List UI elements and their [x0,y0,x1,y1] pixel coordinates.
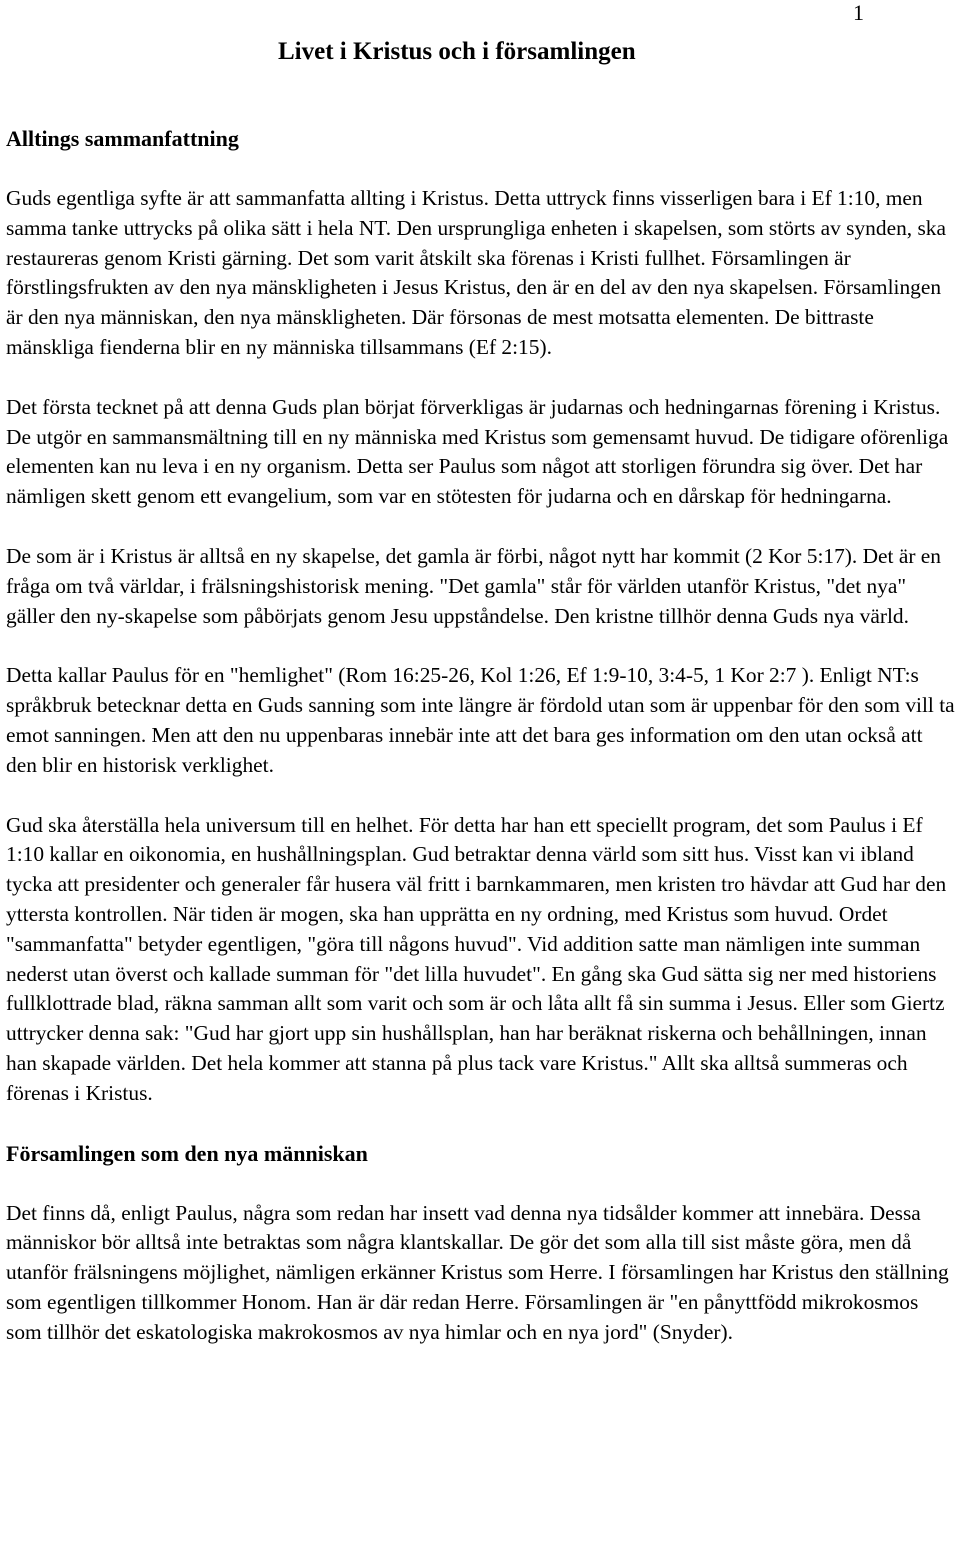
page-number: 1 [853,0,864,25]
paragraph: Det finns då, enligt Paulus, några som redan har insett vad denna nya tidsålder kommer att innebära. Dessa människor bör alltså inte betraktas som några klantskallar. De gör det som alla till sist måste göra, men då utanför frälsningens möjlighet, nämligen erkänner Kristus som Herre. I församlingen har Kristus den ställning som egentligen tillkommer Honom. Han är där redan Herre. Församlingen är "en pånyttfödd mikrokosmos som tillhör det eskatologiska makrokosmos av nya himlar och en nya jord" (Snyder). [6,1200,949,1344]
paragraph: Det första tecknet på att denna Guds plan börjat förverkligas är judarnas och hedningarnas förening i Kristus. De utgör en sammansmältning till en ny människa med Kristus som gemensamt huvud. De tidigare oförenliga elementen kan nu leva i en ny organism. Detta ser Paulus som något att storligen förundra sig över. Det har nämligen skett genom ett evangelium, som var en stötesten för judarna och en dårskap för hedningarna. [6,394,949,509]
document-title: Livet i Kristus och i församlingen [278,38,636,65]
paragraph: De som är i Kristus är alltså en ny skapelse, det gamla är förbi, något nytt har kommit (2 Kor 5:17). Det är en fråga om två världar, i frälsningshistorisk mening. "Det gamla" står för världen utanför Kristus, "det nya" gäller den ny-skapelse som påbörjats genom Jesu uppståndelse. Den kristne tillhör denna Guds nya värld. [6,543,941,628]
paragraph: Detta kallar Paulus för en "hemlighet" (Rom 16:25-26, Kol 1:26, Ef 1:9-10, 3:4-5, 1 Kor 2:7 ). Enligt NT:s språkbruk betecknar detta en Guds sanning som inte längre är fördold utan som är uppenbar för den som vill ta emot sanningen. Men att den nu uppenbaras innebär inte att det bara ges information om den utan också att den blir en historisk verklighet. [6,663,955,777]
paragraph: Guds egentliga syfte är att sammanfatta allting i Kristus. Detta uttryck finns visserligen bara i Ef 1:10, men samma tanke uttrycks på olika sätt i hela NT. Den ursprungliga enheten i skapelsen, som störts av synden, ska restaureras genom Kristi gärning. Det som varit åtskilt ska förenas i Kristi fullhet. Församlingen är förstlingsfrukten av den nya mänskligheten i Jesus Kristus, den är en del av den nya skapelsen. Församlingen är den nya människan, den nya mänskligheten. Där försonas de mest motsatta elementen. De bittraste mänskliga fienderna blir en ny människa tillsammans (Ef 2:15). [6,186,946,359]
document-body [6,124,956,1348]
section-heading: Församlingen som den nya människan [6,1140,368,1166]
section-heading: Alltings sammanfattning [6,126,239,151]
paragraph: Gud ska återställa hela universum till en helhet. För detta har han ett speciellt program, det som Paulus i Ef 1:10 kallar en oikonomia, en hushållningsplan. Gud betraktar denna värld som sitt hus. Visst kan vi ibland tycka att presidenter och generaler får husera väl fritt i barnkammaren, men kristen tro hävdar att Gud har den yttersta kontrollen. När tiden är mogen, ska han upprätta en ny ordning, med Kristus som huvud. Ordet "sammanfatta" betyder egentligen, "göra till någons huvud". Vid addition satte man nämligen inte summan nederst utan överst och kallade summan för "det lilla huvudet". En gång ska Gud sätta sig ner med historiens fullklottrade blad, räkna samman allt som varit och som är och låta allt få sin summa i Jesus. Eller som Giertz uttrycker denna sak: "Gud har gjort upp sin hushållsplan, han har beräknat riskerna och behållningen, innan han skapade världen. Det hela kommer att stanna på plus tack vare Kristus." Allt ska alltså summeras och förenas i Kristus. [6,812,947,1105]
